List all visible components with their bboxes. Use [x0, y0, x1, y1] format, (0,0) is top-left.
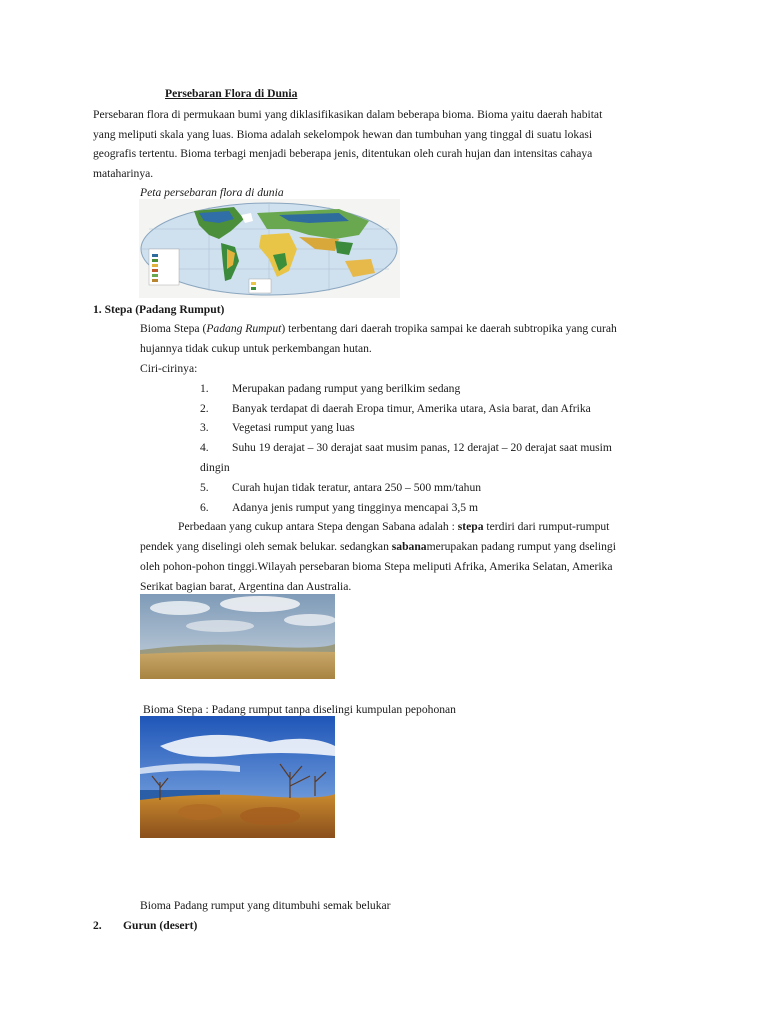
list-item-3-num: 3. — [200, 421, 209, 434]
page-title: Persebaran Flora di Dunia — [165, 87, 298, 100]
stepa-bold: stepa — [457, 520, 484, 533]
list-item-3-text: Vegetasi rumput yang luas — [232, 421, 355, 434]
section-1-desc-line-1 — [140, 322, 617, 336]
list-item-2-text: Banyak terdapat di daerah Eropa timur, Amerika utara, Asia barat, dan Afrika — [232, 402, 591, 415]
world-map-graphic — [139, 199, 400, 298]
desc-italic: Padang Rumput — [206, 322, 282, 335]
intro-line-3: geografis tertentu. Bioma terbagi menjadi beberapa jenis, ditentukan oleh curah hujan dan intensitas cahaya — [93, 147, 593, 160]
list-item-4-num: 4. — [200, 441, 209, 454]
section-2-heading: Gurun (desert) — [123, 919, 198, 932]
desc-text-b: ) terbentang dari daerah tropika sampai ke daerah subtropika yang curah — [281, 322, 617, 335]
photo-1-caption: Bioma Stepa : Padang rumput tanpa diselingi kumpulan pepohonan — [143, 703, 456, 716]
photo-2-caption: Bioma Padang rumput yang ditumbuhi semak belukar — [140, 899, 391, 912]
map-caption: Peta persebaran flora di dunia — [140, 186, 284, 199]
list-item-2-num: 2. — [200, 402, 209, 415]
intro-line-1: Persebaran flora di permukaan bumi yang diklasifikasikan dalam beberapa bioma. Bioma yaitu daerah habitat — [93, 108, 603, 121]
compare-text-b: terdiri dari rumput-rumput — [483, 520, 610, 533]
section-1-desc-line-2: hujannya tidak cukup untuk perkembangan hutan. — [140, 342, 372, 355]
steppe-photo-graphic — [140, 594, 335, 679]
list-item-6-num: 6. — [200, 501, 209, 514]
steppe-photo — [140, 594, 335, 679]
list-item-1-text: Merupakan padang rumput yang berilkim sedang — [232, 382, 461, 395]
list-item-6-text: Adanya jenis rumput yang tingginya mencapai 3,5 m — [232, 501, 478, 514]
compare-text-a: Perbedaan yang cukup antara Stepa dengan Sabana adalah : — [178, 520, 458, 533]
ciri-label: Ciri-cirinya: — [140, 362, 198, 375]
desc-text-a: Bioma Stepa ( — [140, 322, 207, 335]
shrubland-photo — [140, 716, 335, 838]
compare-line-1 — [178, 520, 609, 534]
list-item-1-num: 1. — [200, 382, 209, 395]
compare-line-4: Serikat bagian barat, Argentina dan Australia. — [140, 580, 352, 593]
compare-line2-a: pendek yang diselingi oleh semak belukar. sedangkan — [140, 540, 392, 553]
section-1-heading: 1. Stepa (Padang Rumput) — [93, 303, 225, 316]
list-item-4-continuation: dingin — [200, 461, 230, 474]
list-item-5-text: Curah hujan tidak teratur, antara 250 – 500 mm/tahun — [232, 481, 482, 494]
sabana-bold: sabana — [391, 540, 427, 553]
compare-line-2 — [140, 540, 616, 554]
section-2-num: 2. — [93, 919, 102, 932]
shrubland-photo-graphic — [140, 716, 335, 838]
list-item-4-text: Suhu 19 derajat – 30 derajat saat musim panas, 12 derajat – 20 derajat saat musim — [232, 441, 612, 454]
intro-line-4: mataharinya. — [93, 167, 154, 180]
list-item-5-num: 5. — [200, 481, 209, 494]
compare-line2-b: merupakan padang rumput yang dselingi — [426, 540, 616, 553]
intro-line-2: yang meliputi skala yang luas. Bioma adalah sekelompok hewan dan tumbuhan yang tinggal di suatu lokasi — [93, 128, 593, 141]
world-flora-map — [139, 199, 400, 298]
compare-line-3: oleh pohon-pohon tinggi.Wilayah persebaran bioma Stepa meliputi Afrika, Amerika Selatan, Amerika — [140, 560, 613, 573]
